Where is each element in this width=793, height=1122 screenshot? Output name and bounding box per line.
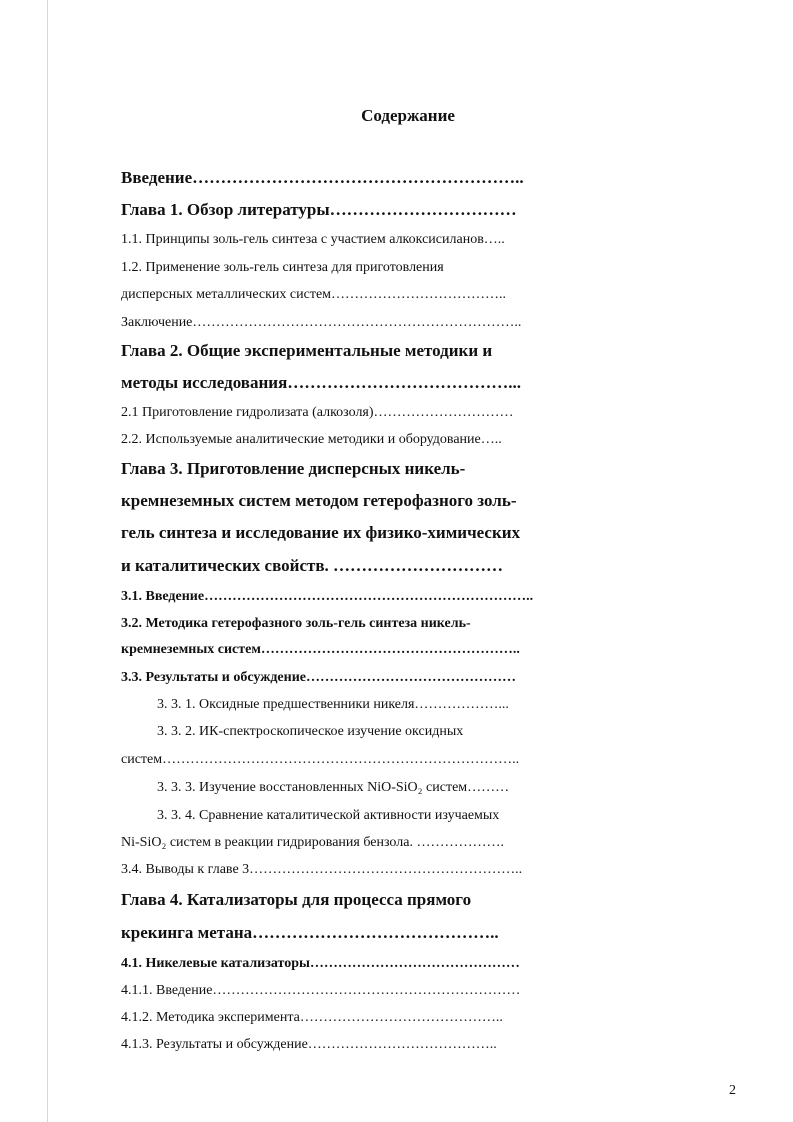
toc-entry [0, 312, 793, 336]
page-number: 2 [729, 1083, 736, 1098]
toc-entry [0, 721, 793, 745]
toc-entry-text: Глава 3. Приготовление дисперсных никель- [121, 459, 466, 478]
toc-entry [0, 749, 793, 773]
toc-entry [0, 199, 793, 223]
toc-entry-text: 4.1.2. Методика эксперимента…………………………………….. [121, 1010, 503, 1025]
toc-entry-text: 3.3. Результаты и обсуждение……………………………………… [121, 670, 516, 685]
toc-entry-text: Глава 4. Катализаторы для процесса прямого [121, 890, 472, 909]
toc-entry-text: гель синтеза и исследование их физико-химических [121, 523, 521, 542]
toc-entry-text: и каталитических свойств. ………………………… [121, 556, 504, 575]
toc-entry [0, 402, 793, 426]
toc-entry [0, 667, 793, 691]
toc-entry-text: дисперсных металлических систем……………………………….. [121, 287, 507, 302]
toc-entry-text: 2.2. Используемые аналитические методики и оборудование….. [121, 432, 502, 447]
toc-entry-text: кремнеземных систем……………………………………………….. [121, 642, 520, 657]
toc-entry-text: Ni-SiO₂ систем в реакции гидрирования бензола. ………………. [121, 835, 504, 850]
toc-entry [0, 522, 793, 546]
toc-entry-text: 4.1.3. Результаты и обсуждение………………………………….. [121, 1037, 497, 1052]
toc-entry [0, 694, 793, 718]
toc-entry [0, 859, 793, 883]
toc-entry-text: методы исследования…………………………………... [121, 373, 522, 392]
toc-entry-text: Заключение…………………………………………………………….. [121, 315, 522, 330]
toc-entry-text: крекинга метана…………………………………….. [121, 923, 499, 942]
toc-entry-text: 2.1 Приготовление гидролизата (алкозоля)………………………… [121, 405, 514, 420]
toc-entry [0, 284, 793, 308]
toc-entry [0, 639, 793, 663]
toc-entry [0, 372, 793, 396]
toc-entry [0, 953, 793, 977]
toc-entry-text: 3. 3. 4. Сравнение каталитической активности изучаемых [157, 808, 500, 823]
toc-entry [0, 458, 793, 482]
toc-entry [0, 980, 793, 1004]
toc-entry [0, 1007, 793, 1031]
toc-entry [0, 555, 793, 579]
toc-entry-text: Глава 1. Обзор литературы…………………………… [121, 200, 517, 219]
toc-entry-text: систем………………………………………………………………….. [121, 752, 520, 767]
page-title: Содержание [361, 106, 455, 125]
toc-entry-text: 4.1. Никелевые катализаторы……………………………………… [121, 956, 520, 971]
toc-entry-text: 3. 3. 3. Изучение восстановленных NiO-SiO₂ систем……… [157, 780, 510, 795]
toc-entry-text: Глава 2. Общие экспериментальные методики и [121, 341, 493, 360]
toc-entry [0, 229, 793, 253]
toc-entry [0, 257, 793, 281]
toc-entry [0, 1034, 793, 1058]
toc-entry [0, 613, 793, 637]
toc-entry [0, 805, 793, 829]
toc-entry-text: 3.1. Введение…………………………………………………………….. [121, 589, 534, 604]
toc-entry-text: 1.1. Принципы золь-гель синтеза с участием алкоксисиланов….. [121, 232, 505, 247]
toc-entry [0, 429, 793, 453]
toc-entry-text: 1.2. Применение золь-гель синтеза для приготовления [121, 260, 444, 275]
toc-entry-text: 4.1.1. Введение………………………………………………………… [121, 983, 521, 998]
toc-entry-text: 3.4. Выводы к главе 3………………………………………………….. [121, 862, 523, 877]
toc-entry-text: кремнеземных систем методом гетерофазного золь- [121, 491, 517, 510]
toc-entry [0, 586, 793, 610]
toc-entry-text: 3. 3. 2. ИК-спектроскопическое изучение оксидных [157, 724, 464, 739]
toc-entry [0, 889, 793, 913]
toc-entry [0, 490, 793, 514]
toc-entry [0, 777, 793, 801]
toc-entry [0, 340, 793, 364]
toc-entry-text: 3. 3. 1. Оксидные предшественники никеля………………... [157, 697, 509, 712]
toc-entry [0, 832, 793, 856]
toc-entry [0, 922, 793, 946]
toc-entry-text: Введение………………………………………………….. [121, 168, 524, 187]
toc-entry-text: 3.2. Методика гетерофазного золь-гель синтеза никель- [121, 616, 471, 631]
toc-entry [0, 167, 793, 191]
